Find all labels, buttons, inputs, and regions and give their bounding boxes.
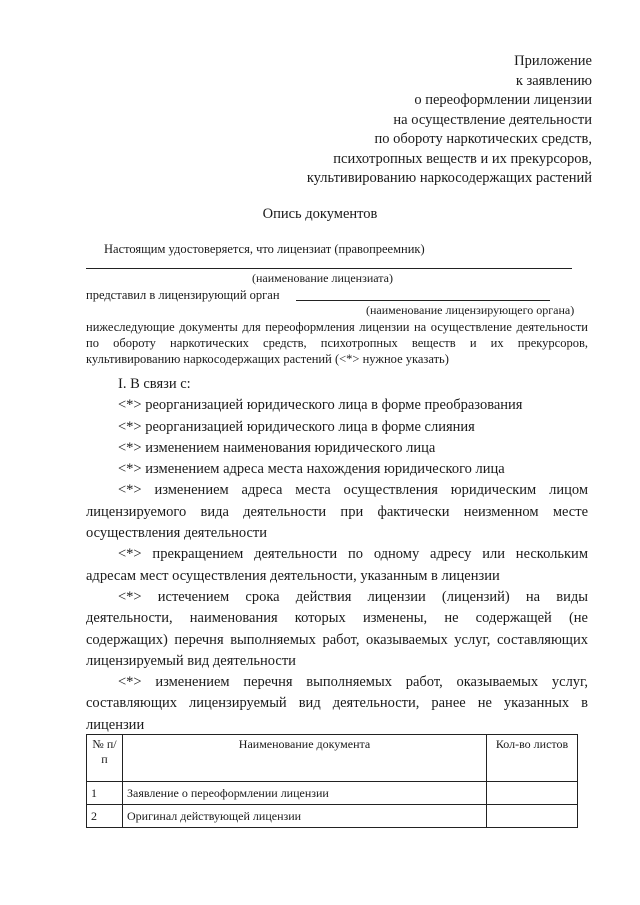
header-line: культивированию наркосодержащих растений	[306, 170, 592, 186]
row-count[interactable]	[487, 805, 578, 828]
authority-caption: (наименование лицензирующего органа)	[366, 303, 575, 317]
certify-text: Настоящим удостоверяется, что лицензиат (правопреемник)	[104, 242, 425, 256]
header-line: по обороту наркотических средств,	[374, 131, 592, 147]
header-line: о переоформлении лицензии	[414, 92, 592, 108]
reason-item: <*> реорганизацией юридического лица в форме преобразования	[118, 397, 523, 414]
reason-item: <*> реорганизацией юридического лица в форме слияния	[118, 418, 475, 435]
table-row	[87, 805, 578, 828]
row-name: Оригинал действующей лицензии	[123, 805, 487, 828]
row-count[interactable]	[487, 782, 578, 805]
column-header-num: № п/п	[87, 735, 123, 782]
header-line: Приложение	[514, 53, 592, 69]
following-text: нижеследующие документы для переоформления лицензии на осуществление деятельности по обороту наркотических средств, психотропных веществ и их прекурсоров, культивированию наркосодержащих растений (<*> нужное указать)	[86, 320, 588, 366]
submitted-text: представил в лицензирующий орган	[86, 288, 280, 302]
header-line: на осуществление деятельности	[393, 111, 592, 128]
licensee-caption: (наименование лицензиата)	[252, 271, 393, 285]
section-heading: I. В связи с:	[118, 376, 191, 392]
licensee-blank-line[interactable]	[86, 268, 572, 269]
reason-item: <*> изменением адреса места осуществления юридическим лицом лицензируемого вида деятельности при фактически неизменном месте осуществления деятельности	[86, 482, 588, 542]
table-row	[87, 782, 578, 805]
row-num: 1	[87, 782, 123, 805]
appendix-header	[307, 52, 592, 189]
header-line: к заявлению	[515, 72, 592, 89]
documents-table	[86, 734, 578, 828]
column-header-name: Наименование документа	[123, 735, 487, 782]
reason-item: <*> изменением адреса места нахождения юридического лица	[118, 461, 505, 478]
column-header-count: Кол-во листов	[487, 735, 578, 782]
reason-item: <*> прекращением деятельности по одному адресу или нескольким адресам мест осуществления деятельности, указанным в лицензии	[86, 546, 588, 584]
table-header-row	[87, 735, 578, 782]
row-name: Заявление о переоформлении лицензии	[123, 782, 487, 805]
reason-item: <*> изменением наименования юридического лица	[118, 439, 436, 456]
reason-item: <*> истечением срока действия лицензии (лицензий) на виды деятельности, наименования которых изменены, не содержащей (не содержащих) перечня выполняемых работ, оказываемых услуг, составляющих лицензируемый вид деятельности	[86, 588, 588, 669]
document-title: Опись документов	[262, 206, 378, 222]
reason-item: <*> изменением перечня выполняемых работ, оказываемых услуг, составляющих лицензируемый вид деятельности, ранее не указанных в лицензии	[86, 674, 588, 733]
authority-blank-line[interactable]	[296, 300, 550, 301]
reasons-section	[86, 374, 588, 736]
header-line: психотропных веществ и их прекурсоров,	[333, 150, 592, 167]
row-num: 2	[87, 805, 123, 828]
